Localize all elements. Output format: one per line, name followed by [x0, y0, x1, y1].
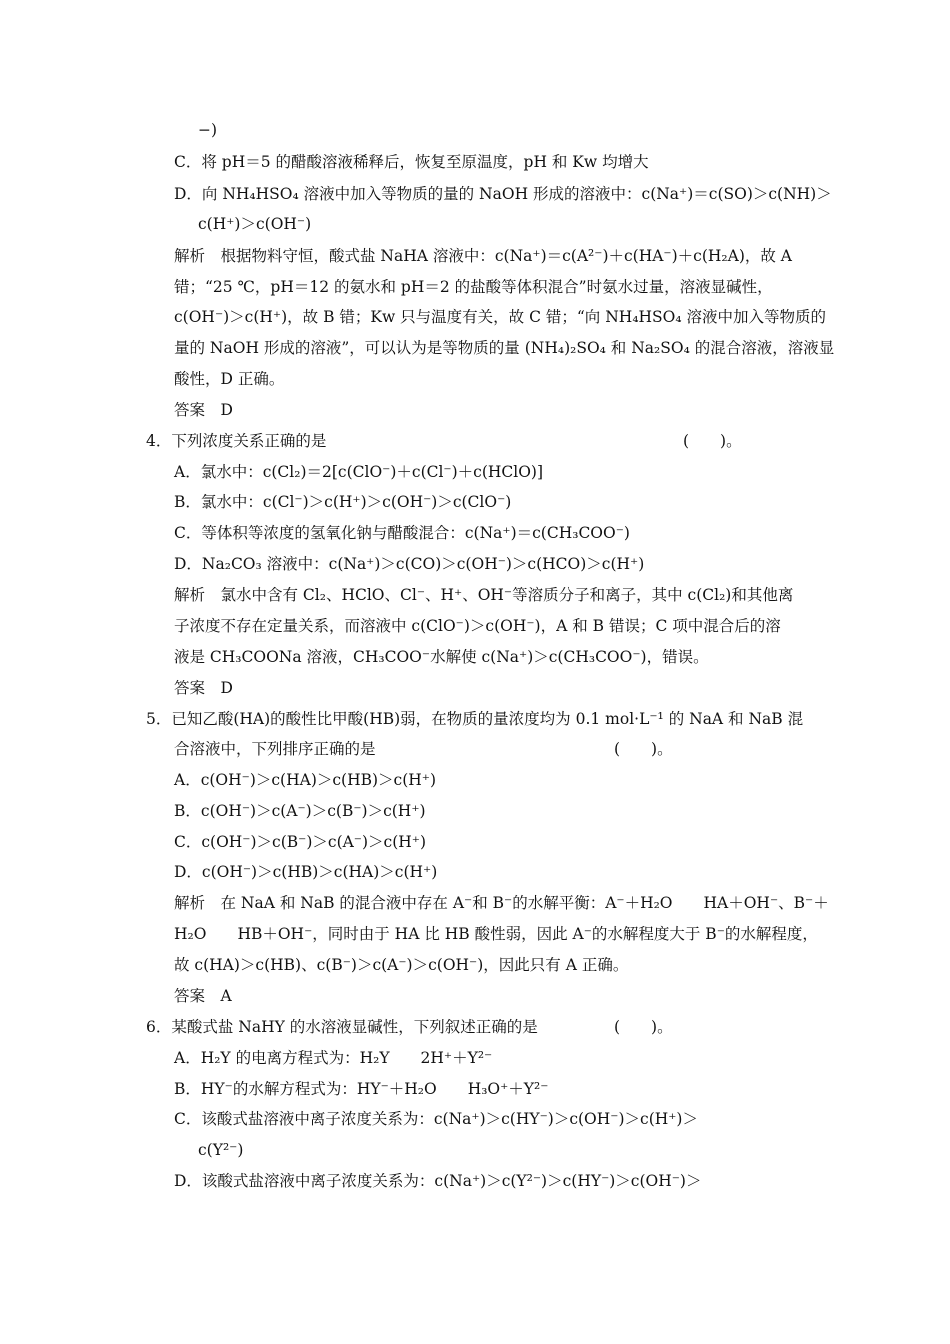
analysis-q4: 解析 氯水中含有 Cl₂、HClO、Cl⁻、H⁺、OH⁻等溶质分子和离子，其中 c(Cl₂)和其他离: [174, 586, 794, 604]
text-line: 量的 NaOH 形成的溶液”，可以认为是等物质的量 (NH₄)₂SO₄ 和 Na₂SO₄ 的混合溶液，溶液显: [174, 339, 835, 357]
option-d-q6: D．该酸式盐溶液中离子浓度关系为：c(Na⁺)＞c(Y²⁻)＞c(HY⁻)＞c(OH⁻)＞: [174, 1172, 702, 1190]
text-line: 酸性，D 正确。: [174, 370, 285, 388]
answer-q5: 答案 A: [174, 987, 232, 1005]
option-d-q3: D．向 NH₄HSO₄ 溶液中加入等物质的量的 NaOH 形成的溶液中：c(Na⁺)＝c(SO)＞c(NH)＞: [174, 185, 832, 203]
answer-q3: 答案 D: [174, 401, 233, 419]
text-line: c(OH⁻)＞c(H⁺)，故 B 错；Kw 只与温度有关，故 C 错；“向 NH₄HSO₄ 溶液中加入等物质的: [174, 308, 827, 326]
option-b-q5: B．c(OH⁻)＞c(A⁻)＞c(B⁻)＞c(H⁺): [174, 802, 426, 820]
text-line: −): [198, 121, 218, 139]
analysis-q3: 解析 根据物料守恒，酸式盐 NaHA 溶液中：c(Na⁺)＝c(A²⁻)＋c(HA⁻)＋c(H₂A)，故 A: [174, 247, 792, 265]
option-a-q4: A．氯水中：c(Cl₂)＝2[c(ClO⁻)＋c(Cl⁻)＋c(HClO)]: [174, 463, 544, 481]
text-line: c(Y²⁻): [198, 1141, 244, 1159]
question-4: 4．下列浓度关系正确的是: [146, 432, 327, 450]
analysis-q5: 解析 在 NaA 和 NaB 的混合液中存在 A⁻和 B⁻的水解平衡：A⁻＋H₂O HA＋OH⁻、B⁻＋: [174, 894, 829, 912]
option-c-q3: C．将 pH＝5 的醋酸溶液稀释后，恢复至原温度，pH 和 Kw 均增大: [174, 153, 649, 171]
answer-blank: ( )。: [683, 432, 742, 450]
text-line: 合溶液中，下列排序正确的是: [174, 740, 376, 758]
option-c-q4: C．等体积等浓度的氢氧化钠与醋酸混合：c(Na⁺)＝c(CH₃COO⁻): [174, 524, 630, 542]
text-line: 故 c(HA)＞c(HB)、c(B⁻)＞c(A⁻)＞c(OH⁻)，因此只有 A 正确。: [174, 956, 629, 974]
option-c-q5: C．c(OH⁻)＞c(B⁻)＞c(A⁻)＞c(H⁺): [174, 833, 427, 851]
option-b-q6: B．HY⁻的水解方程式为：HY⁻＋H₂O H₃O⁺＋Y²⁻: [174, 1080, 549, 1098]
question-5: 5．已知乙酸(HA)的酸性比甲酸(HB)弱，在物质的量浓度均为 0.1 mol·L⁻¹ 的 NaA 和 NaB 混: [146, 710, 804, 728]
question-6: 6．某酸式盐 NaHY 的水溶液显碱性，下列叙述正确的是: [146, 1018, 538, 1036]
text-line: 错；“25 ℃，pH＝12 的氨水和 pH＝2 的盐酸等体积混合”时氨水过量，溶液显碱性，: [174, 278, 773, 296]
option-a-q6: A．H₂Y 的电离方程式为：H₂Y 2H⁺＋Y²⁻: [174, 1049, 493, 1067]
text-line: 子浓度不存在定量关系，而溶液中 c(ClO⁻)＞c(OH⁻)，A 和 B 错误；C 项中混合后的溶: [174, 617, 781, 635]
answer-q4: 答案 D: [174, 679, 233, 697]
option-d-q5: D．c(OH⁻)＞c(HB)＞c(HA)＞c(H⁺): [174, 863, 438, 881]
option-c-q6: C．该酸式盐溶液中离子浓度关系为：c(Na⁺)＞c(HY⁻)＞c(OH⁻)＞c(H⁺)＞: [174, 1110, 698, 1128]
text-line: 液是 CH₃COONa 溶液，CH₃COO⁻水解使 c(Na⁺)＞c(CH₃COO⁻)，错误。: [174, 648, 709, 666]
text-line: c(H⁺)＞c(OH⁻): [198, 215, 312, 233]
answer-blank: ( )。: [614, 1018, 673, 1036]
answer-blank: ( )。: [614, 740, 673, 758]
option-a-q5: A．c(OH⁻)＞c(HA)＞c(HB)＞c(H⁺): [174, 771, 437, 789]
text-line: H₂O HB＋OH⁻，同时由于 HA 比 HB 酸性弱，因此 A⁻的水解程度大于 B⁻的水解程度，: [174, 925, 818, 943]
option-d-q4: D．Na₂CO₃ 溶液中：c(Na⁺)＞c(CO)＞c(OH⁻)＞c(HCO)＞c(H⁺): [174, 555, 645, 573]
option-b-q4: B．氯水中：c(Cl⁻)＞c(H⁺)＞c(OH⁻)＞c(ClO⁻): [174, 493, 512, 511]
